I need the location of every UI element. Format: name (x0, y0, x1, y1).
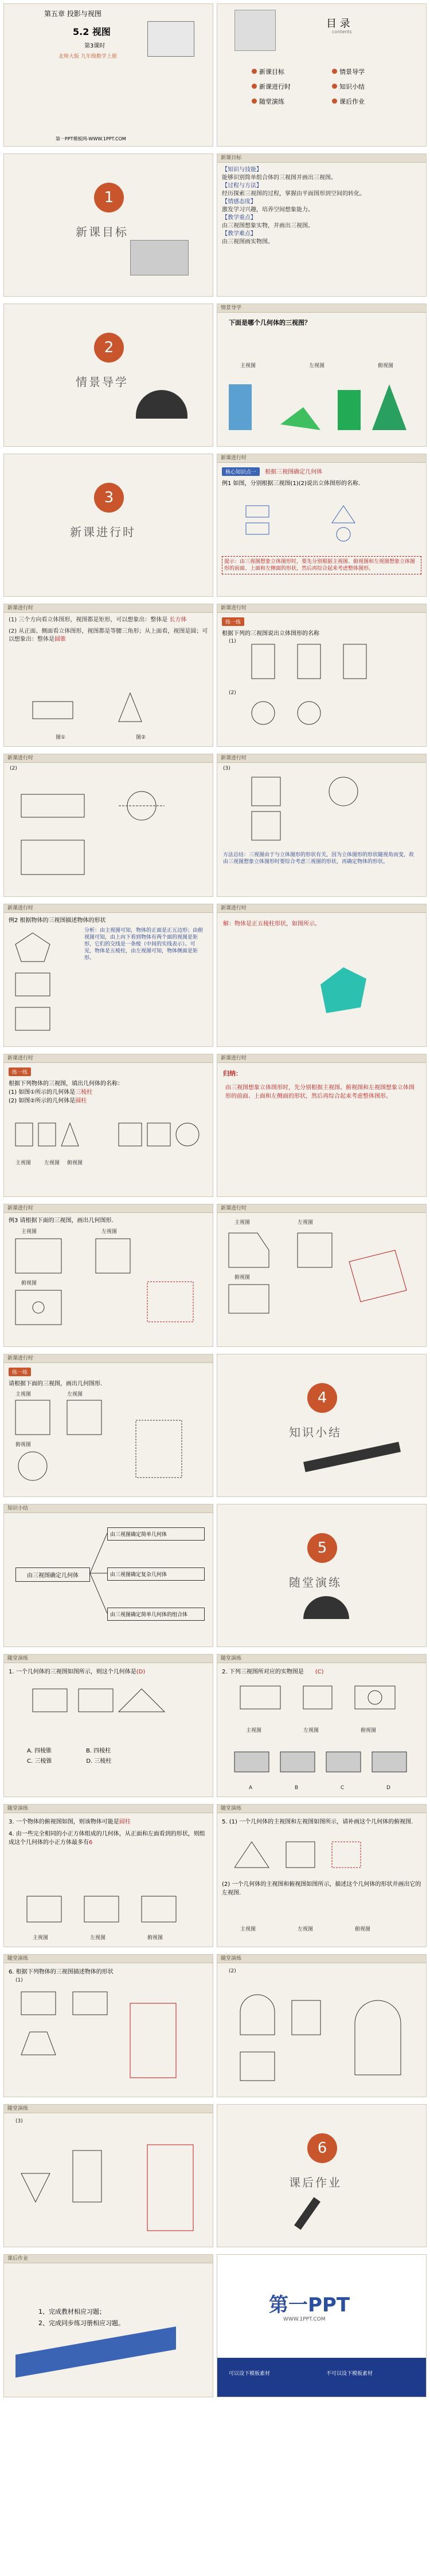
section-3 (3, 454, 213, 597)
slide-intro (217, 304, 427, 447)
exercise-3-question: 3. 一个物体的俯视图如图，则该物体可能是 (9, 1819, 119, 1825)
exercise-1-answer: (D) (136, 1669, 146, 1675)
exercise-figures (15, 2128, 205, 2242)
exercise-1-question: 1. 一个几何体的三视图如图所示，则这个几何体是 (9, 1669, 136, 1675)
exercise-figures (27, 1683, 187, 1729)
kp-badge: 核心知识点一 (222, 467, 260, 476)
answer-2-value: 圆柱 (75, 1098, 87, 1104)
pen-icon (294, 2197, 320, 2230)
solid-figures (27, 690, 187, 730)
brand-url: WWW.1PPT.COM (283, 2317, 326, 2322)
section-2 (3, 304, 213, 447)
option-b[interactable]: B. 四棱柱 (86, 1748, 111, 1754)
solids-image (223, 373, 418, 442)
practice-figures (10, 1397, 205, 1492)
ruler-image (303, 1442, 401, 1472)
menu-item-3[interactable]: 新课进行时 (252, 82, 320, 91)
caliper-image (130, 240, 189, 275)
exercise-views (229, 1680, 418, 1726)
slide-practice-5 (3, 1354, 213, 1497)
option-c[interactable]: C. 三棱锥 (27, 1758, 52, 1764)
answer-1-text: (1) 三个方向看立体图形，视图都是矩形，可以想象出：整体是 (9, 617, 168, 623)
slide-exercise-2 (217, 1654, 427, 1797)
view-label-side: 左视图 (298, 1220, 314, 1226)
protractor-image (136, 390, 187, 419)
practice-tag: 练一练 (9, 1368, 31, 1376)
slide-header: 新课进行时 (217, 454, 426, 463)
slide-header: 新课进行时 (217, 1204, 426, 1213)
view-label-side: 左视图 (309, 363, 325, 369)
slide-example-2 (3, 904, 213, 1047)
item-number: (1) (15, 1978, 23, 1983)
section-title: 知识小结 (289, 1425, 342, 1439)
summary-text: 由三视图想象立体图形时，先分别根据主视图、俯视图和左视图想象立体图形的前面、上面和左侧面的形状，然后再综合起来考虑整体图形。 (225, 1085, 415, 1100)
section-1 (3, 153, 213, 297)
section-title: 随堂演练 (289, 1575, 342, 1589)
answer-2-text: (2) 从正面、侧面看立体图形，视图都是等腰三角形；从上面看，视图是圆；可以想象出：整体是 (9, 628, 208, 643)
practice-figures (10, 1117, 205, 1157)
answer-1-value: 三棱柱 (75, 1089, 93, 1096)
slide-header: 新课进行时 (4, 604, 213, 613)
slide-header: 新课进行时 (4, 754, 213, 763)
summary-root: 由三视图确定几何体 (15, 1567, 90, 1582)
exercise-options (27, 1746, 111, 1767)
slide-header: 新课进行时 (4, 1204, 213, 1213)
view-label-top: 俯视图 (234, 1275, 251, 1281)
exercise-figures (234, 1839, 406, 1873)
slide-header: 新课进行时 (4, 1354, 213, 1363)
option-d[interactable]: D (386, 1785, 390, 1791)
answer-2-value: 圆锥 (54, 636, 66, 643)
period-label: 第3课时 (84, 43, 105, 49)
section-title: 课后作业 (289, 2176, 342, 2189)
slide-exercise-3 (3, 1804, 213, 1947)
section-6 (217, 2104, 427, 2247)
view-label-top: 俯视图 (361, 1728, 377, 1734)
slide-header: 随堂演练 (217, 1955, 426, 1963)
question-text: 根据下列物体的三视图，填出几何体的名称： (9, 1081, 123, 1087)
example-text: 例1 如图，分别根据三视图(1)(2)说出立体图形的名称. (222, 480, 361, 487)
practice-figures (229, 771, 412, 846)
three-views-figure (240, 500, 401, 546)
item-number: (3) (223, 766, 230, 771)
exercise-2-question: 2. 下列三视图所对应的实物图是 (222, 1669, 304, 1675)
pentagonal-prism-image (309, 962, 378, 1019)
tip-box: 提示：由三视图想象立体图形时，要先分别根据主视图、俯视图和左视图想象立体图形的前面、上面和左侧面的形状，然后再综合起来考虑整体图形。 (222, 556, 421, 574)
option-b[interactable]: B (295, 1785, 299, 1791)
footer-band (217, 2358, 427, 2397)
slide-practice-2 (3, 754, 213, 897)
slide-header: 课后作业 (4, 2255, 213, 2263)
slide-kp1 (217, 454, 427, 597)
slide-practice-3 (217, 754, 427, 897)
slide-exercise-6 (3, 1954, 213, 2097)
figure-label-2: 图② (136, 735, 146, 740)
contents-title: 目 录 (326, 18, 350, 30)
option-d[interactable]: D. 三棱柱 (86, 1758, 112, 1764)
item-number: (2) (229, 1968, 236, 1974)
kp-topic: 根据三视图确定几何体 (265, 469, 323, 475)
exercise-6-question: 6. 根据下列物体的三视图描述物体的形状 (9, 1969, 114, 1975)
calculator-image (234, 10, 276, 51)
view-label-front: 主视图 (240, 363, 256, 369)
slide-header: 新课进行时 (217, 604, 426, 613)
exercise-5b-question: (2) 一个几何体的主视图和俯视图如图所示，描述这个几何体的形状并画出它的左视图. (222, 1881, 421, 1896)
publisher-label: 北师大版 九年级数学上册 (58, 54, 117, 60)
view-label-side: 左视图 (298, 1927, 314, 1932)
slide-header: 随堂演练 (4, 2105, 213, 2113)
exercise-4-question: 4. 由一些完全相同的小正方体组成的几何体，从正面和左面看到的形状，则组成这个几何体的小正方体最多有 (9, 1831, 205, 1846)
section-5 (217, 1504, 427, 1647)
section-title: 新课目标 (76, 225, 128, 239)
ruler-image (147, 21, 194, 57)
exercise-2-answer: (C) (315, 1669, 324, 1675)
slide-objectives (217, 153, 427, 297)
summary-title: 归纳： (223, 1070, 242, 1077)
figure-label-1: 图① (56, 735, 66, 740)
view-label-top: 俯视图 (21, 1281, 37, 1286)
exercise-figures (15, 1986, 205, 2092)
contents-col-left (252, 61, 320, 112)
section-number: 5 (307, 1533, 337, 1563)
practice-tag: 练一练 (9, 1068, 31, 1076)
option-a[interactable]: A. 四棱锥 (27, 1748, 52, 1754)
section-number: 4 (307, 1383, 337, 1413)
practice-text: 请根据下面的三视图，画出几何图形. (9, 1381, 103, 1387)
slide-exercise-6b (217, 1954, 427, 2097)
homework-list (38, 2306, 124, 2329)
view-label-front: 主视图 (33, 1935, 49, 1941)
menu-item-4[interactable]: 知识小结 (332, 82, 401, 91)
exercise-figures (21, 1890, 193, 1931)
section-number: 2 (94, 333, 124, 363)
view-label-top: 俯视图 (147, 1935, 163, 1941)
contents-col-right (332, 61, 401, 112)
summary-branch-2: 由三视图确定复杂几何体 (107, 1567, 205, 1581)
menu-item-6[interactable]: 课后作业 (332, 97, 401, 106)
view-label-top: 俯视图 (378, 363, 394, 369)
answer-1-text: (1) 如图①所示的几何体是 (9, 1089, 76, 1096)
slide-end (217, 2254, 427, 2397)
summary-connectors (90, 1533, 107, 1625)
slide-header: 新课进行时 (217, 754, 426, 763)
analysis-text: 分析：由主视图可知，物体的正面是正五边形；由俯视图可知，由上向下看到物体有两个面的视图是矩形，它们的交线是一条棱（中间的实线表示）。可见，物体是五棱柱，由左视图可知，物体侧面是矩形。 (84, 928, 204, 961)
slide-header: 新课进行时 (4, 904, 213, 913)
view-label-front: 主视图 (234, 1220, 251, 1226)
item-number-2: (2) (229, 690, 236, 696)
slide-header: 新课进行时 (217, 904, 426, 913)
example-text: 例2 根据物体的三视图描述物体的形状 (9, 917, 106, 924)
slide-header: 新课进行时 (4, 1054, 213, 1063)
example-figures (10, 1236, 205, 1342)
exercise-3-answer: 圆柱 (119, 1819, 131, 1825)
summary-branch-1: 由三视图确定简单几何体 (107, 1527, 205, 1541)
slide-cover (3, 3, 213, 147)
exercise-options-figures (229, 1740, 418, 1781)
menu-item-2[interactable]: 情景导学 (332, 67, 401, 76)
view-label-front: 主视图 (21, 1229, 37, 1235)
method-summary: 方法总结：三视图由于与立体图形的形状有关，因为立体图形的形状随视角而变，故由三视图想象立体图形时要综合考虑三视图的形状，再确定物体的形状。 (223, 852, 415, 865)
slide-header: 随堂演练 (4, 1805, 213, 1813)
slide-header: 知识小结 (4, 1504, 213, 1513)
slide-answer-1 (3, 604, 213, 747)
homework-item-2: 2、完成同步练习册相应习题。 (38, 2319, 124, 2327)
answer-1-value: 长方体 (169, 617, 187, 623)
slide-summary-rule (217, 1054, 427, 1197)
exercise-5-question: 5. (1) 一个几何体的主视图和左视图如图所示，请补画这个几何体的俯视图. (222, 1819, 413, 1825)
slide-header: 随堂演练 (217, 1655, 426, 1663)
option-c[interactable]: C (341, 1785, 345, 1791)
option-a[interactable]: A (249, 1785, 253, 1791)
exercise-4-answer: 6 (89, 1840, 93, 1846)
view-label-top: 俯视图 (15, 1442, 32, 1448)
slide-exercise-5 (217, 1804, 427, 1947)
view-label-side: 左视图 (101, 1229, 118, 1235)
section-number: 6 (307, 2133, 337, 2163)
view-label-front: 主视图 (15, 1392, 32, 1397)
practice-text: 根据下列的三视图说出立体图形的名称 (222, 631, 319, 637)
pentagon-views (10, 927, 79, 1042)
example-text: 例3 请根据下面的三视图，画出几何图形. (9, 1218, 114, 1224)
slide-contents (217, 3, 427, 147)
view-label-front: 主视图 (15, 1160, 32, 1166)
menu-item-5[interactable]: 随堂演练 (252, 97, 320, 106)
slide-header: 随堂演练 (217, 1805, 426, 1813)
slide-example-3b (217, 1204, 427, 1347)
slide-exercise-1 (3, 1654, 213, 1797)
example-figures (223, 1227, 418, 1342)
section-number: 3 (94, 483, 124, 513)
footer-line-2: 不可以设下模板素材 (326, 2371, 373, 2377)
section-number: 1 (94, 183, 124, 212)
practice-figures (240, 639, 412, 736)
brand-logo: 第一PPT (269, 2294, 350, 2317)
slide-practice-4 (3, 1054, 213, 1197)
section-4 (217, 1354, 427, 1497)
slide-practice-1 (217, 604, 427, 747)
view-label-side: 左视图 (67, 1392, 83, 1397)
slide-example-2-answer (217, 904, 427, 1047)
footer-line-1: 可以设下模板素材 (229, 2371, 271, 2377)
answer-text: 解：物体是正五棱柱形状，如图所示。 (223, 921, 320, 927)
objectives-text: 【知识与技能】 能够识别简单组合体的三视图并画出三视图。 【过程与方法】 经历探索三视图的过程，掌握由平面图形到空间的转化。 【情感态度】 激发学习兴趣，培养空间想象能力。 【教学重点】 由三视图想象实物，并画出三视图。 【教学难点】 由三视图画实物图。 (222, 167, 365, 245)
answer-2-text: (2) 如图②所示的几何体是 (9, 1098, 76, 1104)
practice-tag: 练一练 (222, 617, 244, 626)
item-number-1: (1) (229, 639, 236, 644)
view-label-top: 俯视图 (355, 1927, 371, 1932)
slide-header: 随堂演练 (4, 1655, 213, 1663)
slide-header: 情景导学 (217, 304, 426, 313)
view-label-side: 左视图 (44, 1160, 60, 1166)
protractor-image (303, 1596, 349, 1619)
contents-subtitle: contents (332, 29, 352, 34)
item-number: (3) (15, 2118, 23, 2124)
slide-example-3 (3, 1204, 213, 1347)
section-title: 新课进行时 (70, 525, 136, 539)
arrow-graphic (15, 2326, 176, 2377)
slide-header: 随堂演练 (4, 1955, 213, 1963)
slide-homework (3, 2254, 213, 2397)
item-number: (2) (10, 766, 17, 771)
exercise-figures (229, 1978, 418, 2092)
lesson-title: 5.2 视图 (73, 26, 111, 37)
slide-exercise-6c (3, 2104, 213, 2247)
practice-figures (15, 777, 205, 886)
slide-knowledge-summary (3, 1504, 213, 1647)
view-label-front: 主视图 (240, 1927, 256, 1932)
view-label-front: 主视图 (246, 1728, 262, 1734)
summary-branch-3: 由三视图确定简单几何体的组合体 (107, 1608, 205, 1621)
homework-item-1: 1、完成教材相应习题； (38, 2308, 105, 2315)
footer-text: 第一PPT模板网-WWW.1PPT.COM (56, 136, 126, 141)
slide-header: 新课进行时 (217, 1054, 426, 1063)
section-title: 情景导学 (76, 375, 128, 389)
question-text: 下面是哪个几何体的三视图？ (229, 319, 311, 326)
slide-header: 新课目标 (217, 154, 426, 163)
view-label-side: 左视图 (303, 1728, 319, 1734)
view-label-side: 左视图 (90, 1935, 106, 1941)
menu-item-1[interactable]: 新课目标 (252, 67, 320, 76)
view-label-top: 俯视图 (67, 1160, 83, 1166)
chapter-title: 第五章 投影与视图 (44, 10, 101, 18)
